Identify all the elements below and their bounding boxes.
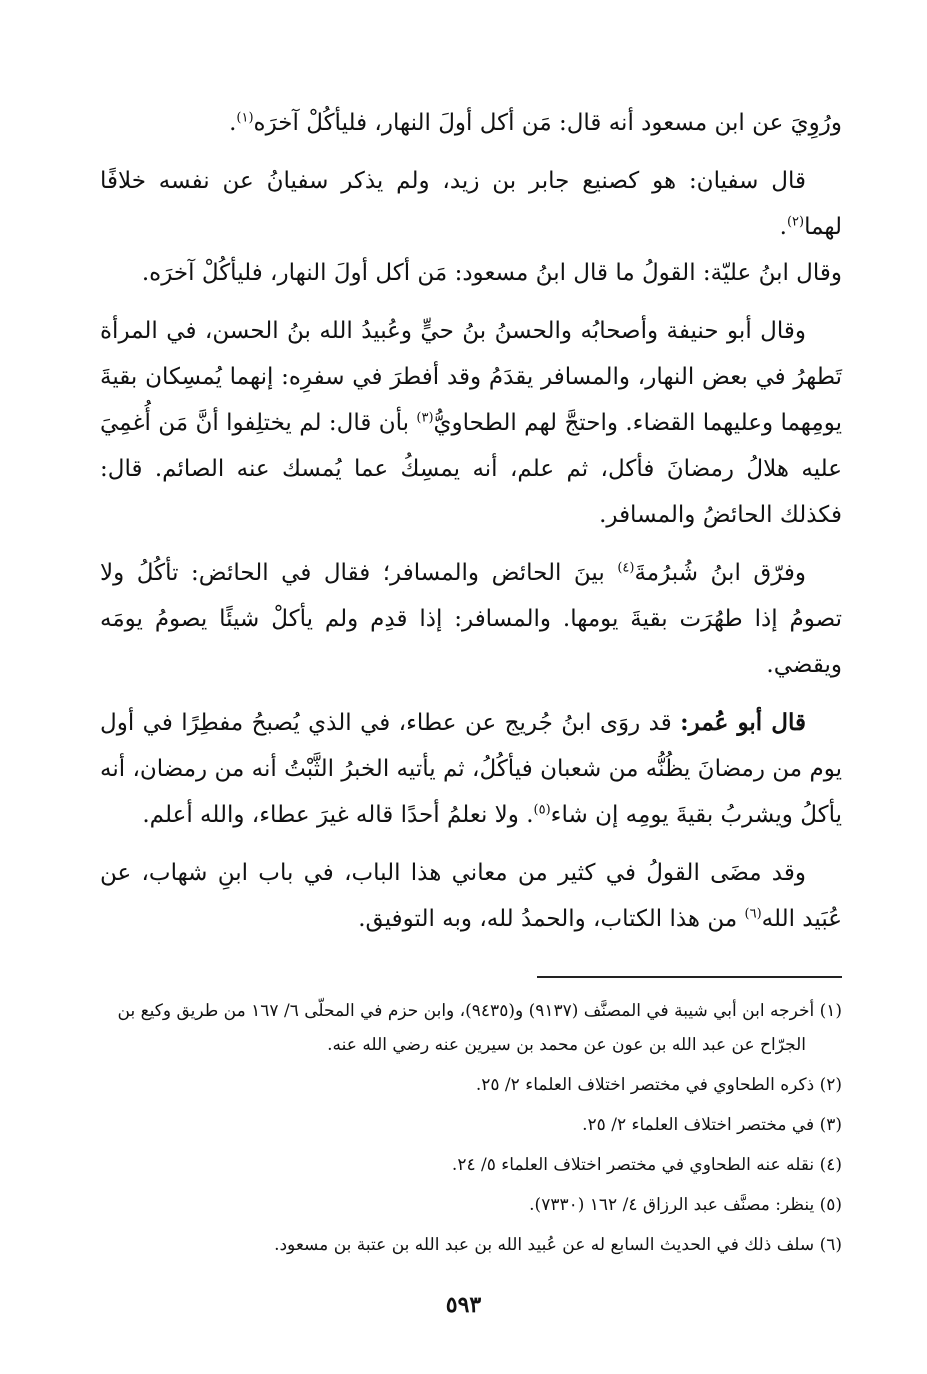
paragraph-7: وقد مضَى القولُ في كثير من معاني هذا الباب، في باب ابنِ شهاب، عن عُبَيد الله$^{(٦)}$ من هذا الكتاب، والحمدُ لله، وبه التوفيق. xyxy=(100,860,842,932)
footnote-5: (٥) ينظر: مصنَّف عبد الرزاق ٤/ ١٦٢ (٧٣٣٠). xyxy=(529,1195,842,1215)
paragraph-5: وفرّق ابنُ شُبرُمةَ$^{(٤)}$ بينَ الحائض والمسافر؛ فقال في الحائض: تأكُلُ ولا تصومُ إذا طهُرَت بقيةَ يومها. والمسافر: إذا قدِم ولم يأكلْ شيئًا يصومُ يومَه ويقضي. xyxy=(100,560,842,678)
main-text xyxy=(100,100,842,942)
footnote-3: (٣) في مختصر اختلاف العلماء ٢/ ٢٥. xyxy=(582,1115,842,1135)
footnote-ref-6[interactable]: (٦) xyxy=(744,906,762,922)
footnote-ref-1[interactable]: (١) xyxy=(236,110,254,126)
speaker-label: قال أبو عُمر: xyxy=(680,709,806,736)
footnote-4: (٤) نقله عنه الطحاوي في مختصر اختلاف العلماء ٥/ ٢٤. xyxy=(451,1155,842,1175)
paragraph-2: قال سفيان: هو كصنيع جابر بن زيد، ولم يذكر سفيانُ عن نفسه خلافًا لهما$^{(٢)}$. xyxy=(100,168,842,240)
footnote-6: (٦) سلف ذلك في الحديث السابع له عن عُبيد الله بن عبد الله بن عتبة بن مسعود. xyxy=(274,1235,842,1255)
footnote-ref-4[interactable]: (٤) xyxy=(617,560,635,576)
page-number: ٥٩٣ xyxy=(445,1292,482,1318)
footnote-2: (٢) ذكره الطحاوي في مختصر اختلاف العلماء ٢/ ٢٥. xyxy=(475,1075,842,1095)
footnote-ref-2[interactable]: (٢) xyxy=(786,214,805,230)
footnote-separator xyxy=(537,976,842,978)
paragraph-4: وقال أبو حنيفة وأصحابُه والحسنُ بنُ حيٍّ وعُبيدُ الله بنُ الحسن، في المرأة تَطهرُ في بعض النهار، والمسافر يقدَمُ وقد أفطرَ في سفرِه: إنهما يُمسِكان بقيةَ يومِهما وعليهما القضاء. واحتجَّ لهم الطحاويُّ$^{(٣)}$ بأن قال: لم يختلِفوا أنَّ مَن أُغمِيَ عليه هلالُ رمضانَ فأكل، ثم علم، أنه يمسِكُ عما يُمسك عنه الصائم. قال: فكذلك الحائضُ والمسافر. xyxy=(100,318,842,528)
paragraph-6: قال أبو عُمر: قد روَى ابنُ جُريج عن عطاء، في الذي يُصبحُ مفطِرًا في أول يوم من رمضانَ يظُنُّه من شعبان فيأكُلُ، ثم يأتيه الخبرُ الثَّبْتُ أنه من رمضان، أنه يأكلُ ويشربُ بقيةَ يومِه إن شاء$^{(٥)}$. ولا نعلمُ أحدًا قاله غيرَ عطاء، والله أعلم. xyxy=(100,709,842,828)
paragraph-1: ورُوِيَ عن ابن مسعود أنه قال: مَن أكل أولَ النهار، فليأكُلْ آخرَه$^{(١)}$. xyxy=(229,110,842,136)
footnote-ref-3[interactable]: (٣) xyxy=(416,410,434,426)
footnote-ref-5[interactable]: (٥) xyxy=(533,802,551,818)
paragraph-3: وقال ابنُ عليّة: القولُ ما قال ابنُ مسعود: مَن أكل أولَ النهار، فليأكُلْ آخرَه. xyxy=(141,260,842,286)
footnotes xyxy=(100,994,842,1268)
footnote-1: (١) أخرجه ابن أبي شيبة في المصنَّف (٩١٣٧) و(٩٤٣٥)، وابن حزم في المحلّى ٦/ ١٦٧ من طريق وكيع بن الجرّاح عن عبد الله بن عون عن محمد بن سيرين عنه رضي الله عنه. xyxy=(117,1001,842,1055)
